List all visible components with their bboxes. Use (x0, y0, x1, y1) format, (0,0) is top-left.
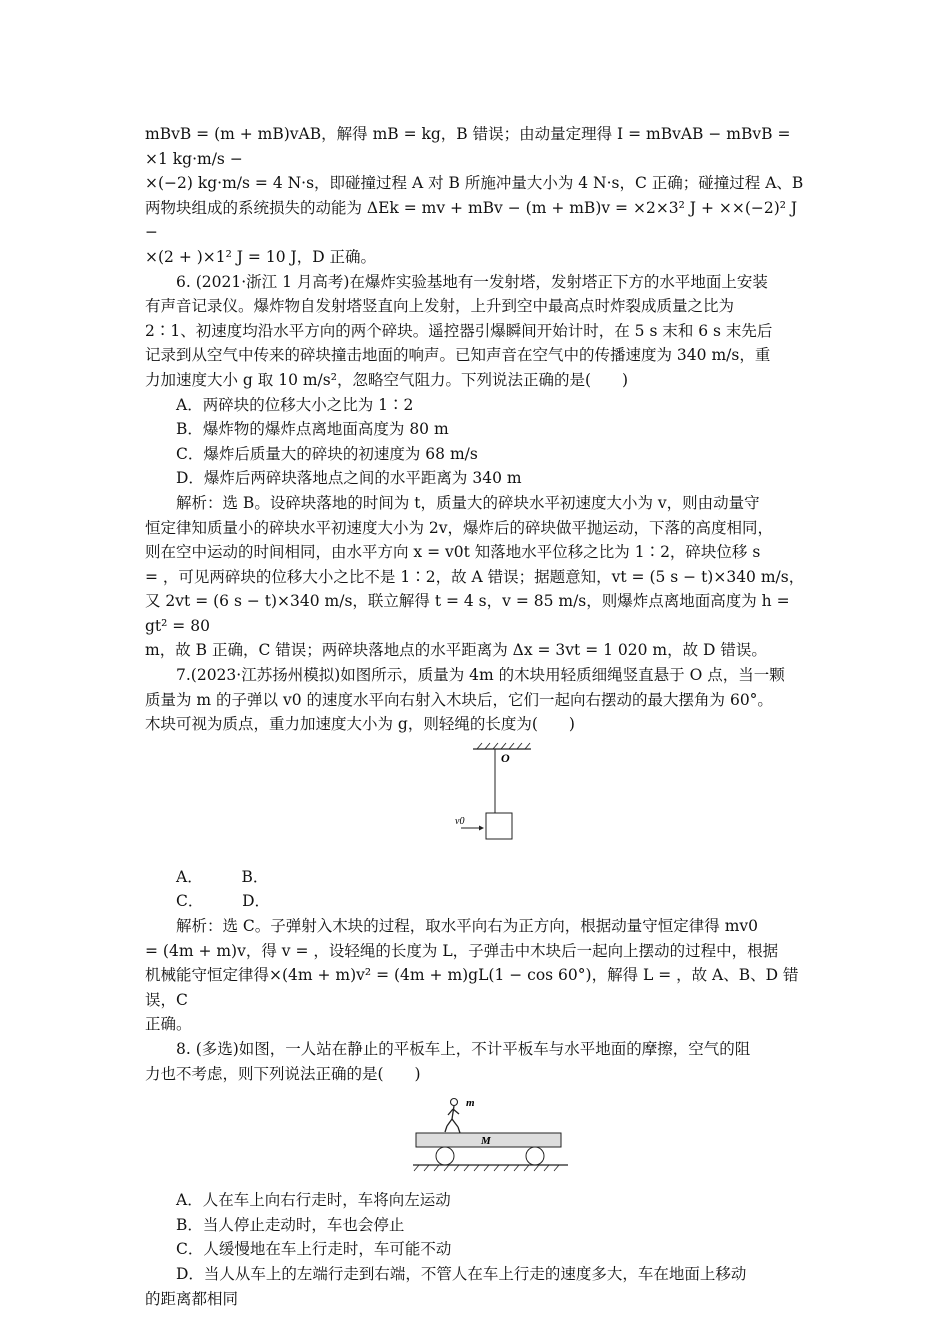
text-line: 记录到从空气中传来的碎块撞击地面的响声。已知声音在空气中的传播速度为 340 m/s，重 (145, 346, 771, 365)
wheel-left (436, 1147, 454, 1165)
mass-m-label: m (466, 1097, 475, 1110)
option-cd: C． D． (176, 892, 271, 911)
option-a: A．人在车上向右行走时，车将向左运动 (176, 1191, 451, 1210)
option-c: C．人缓慢地在车上行走时，车可能不动 (176, 1240, 452, 1259)
option-b: B．当人停止走动时，车也会停止 (176, 1215, 405, 1234)
v0-label: v0 (455, 815, 465, 827)
text-line: 又 2vt = (6 s − t)×340 m/s，联立解得 t = 4 s，v = 85 m/s，则爆炸点离地面高度为 h = gt² = 80 (145, 592, 790, 635)
text-line: mBvB = (m + mB)vAB，解得 mB = kg，B 错误；由动量定理得 I = mBvAB − mBvB = ×1 kg·m/s − (145, 125, 791, 168)
question-7-stem: 7.(2023·江苏扬州模拟)如图所示，质量为 4m 的木块用轻质细绳竖直悬于 O 点，当一颗 (176, 666, 785, 685)
text-line: = ，可见两碎块的位移大小之比不是 1∶2，故 A 错误；据题意知，vt = (5 s − t)×340 m/s， (145, 567, 805, 586)
option-a: A．两碎块的位移大小之比为 1∶2 (176, 395, 414, 414)
question-8-stem: 8. (多选)如图，一人站在静止的平板车上，不计平板车与水平地面的摩擦，空气的阻 (176, 1040, 751, 1058)
cart-figure (145, 1088, 810, 1188)
pendulum-figure (145, 737, 810, 865)
text-line: 机械能守恒定律得×(4m + m)v² = (4m + m)gL(1 − cos 60°)，解得 L = ，故 A、B、D 错误，C (145, 966, 799, 1009)
ground-hatch (414, 1165, 559, 1171)
point-o-label: O (501, 750, 510, 765)
text-line: 力也不考虑，则下列说法正确的是( ) (145, 1064, 421, 1083)
option-d: D．爆炸后两碎块落地点之间的水平距离为 340 m (176, 469, 522, 488)
text-line: 两物块组成的系统损失的动能为 ΔEk = mv + mBv − (m + mB)v = ×2×3² J + ××(−2)² J − (145, 198, 798, 242)
text-line: 质量为 m 的子弹以 v0 的速度水平向右射入木块后，它们一起向右摆动的最大摆角为 60°。 (145, 690, 773, 709)
solution-7: 解析：选 C。子弹射入木块的过程，取水平向右为正方向，根据动量守恒定律得 mv0 (176, 917, 759, 936)
option-ab: A． B． (176, 867, 269, 886)
document-page (145, 122, 810, 1311)
person-head (451, 1099, 458, 1106)
question-6-stem: 6. (2021·浙江 1 月高考)在爆炸实验基地有一发射塔，发射塔正下方的水平地面上安装 (176, 272, 768, 291)
text-line: 恒定律知质量小的碎块水平初速度大小为 2v，爆炸后的碎块做平抛运动，下落的高度相同， (145, 518, 774, 537)
option-b: B．爆炸物的爆炸点离地面高度为 80 m (176, 420, 449, 439)
text-line: m，故 B 正确，C 错误；两碎块落地点的水平距离为 Δx = 3vt = 1 020 m，故 D 错误。 (145, 641, 767, 660)
solution-6: 解析：选 B。设碎块落地的时间为 t，质量大的碎块水平初速度大小为 v，则由动量守 (176, 493, 760, 512)
text-line: ×(−2) kg·m/s = 4 N·s，即碰撞过程 A 对 B 所施冲量大小为 4 N·s，C 正确；碰撞过程 A、B (145, 174, 804, 193)
option-c: C．爆炸后质量大的碎块的初速度为 68 m/s (176, 444, 478, 463)
text-line: 木块可视为质点，重力加速度大小为 g，则轻绳的长度为( ) (145, 715, 575, 734)
text-line: 有声音记录仪。爆炸物自发射塔竖直向上发射，上升到空中最高点时炸裂成质量之比为 (145, 297, 735, 316)
person-figure (445, 1106, 460, 1133)
text-line: ×(2 + )×1² J = 10 J，D 正确。 (145, 247, 377, 266)
arrow-head (479, 825, 484, 830)
cart-diagram (413, 1090, 573, 1182)
wooden-block (486, 813, 512, 839)
wheel-right (526, 1147, 544, 1165)
text-line: 则在空中运动的时间相同，由水平方向 x = v0t 知落地水平位移之比为 1∶2，碎块位移 s (145, 543, 761, 562)
text-line: 力加速度大小 g 取 10 m/s²，忽略空气阻力。下列说法正确的是( ) (145, 370, 629, 389)
text-line: 正确。 (145, 1015, 192, 1034)
text-line: 的距离都相同 (145, 1289, 239, 1308)
option-d: D．当人从车上的左端行走到右端，不管人在车上行走的速度多大，车在地面上移动 (176, 1264, 747, 1283)
mass-M-label: M (481, 1135, 491, 1148)
text-line: 2∶1、初速度均沿水平方向的两个碎块。遥控器引爆瞬间开始计时，在 5 s 末和 6 s 末先后 (145, 321, 773, 340)
ceiling-hatch (477, 743, 530, 749)
text-line: = (4m + m)v，得 v = ，设轻绳的长度为 L，子弹击中木块后一起向上摆动的过程中，根据 (145, 941, 779, 960)
pendulum-diagram (455, 741, 583, 861)
